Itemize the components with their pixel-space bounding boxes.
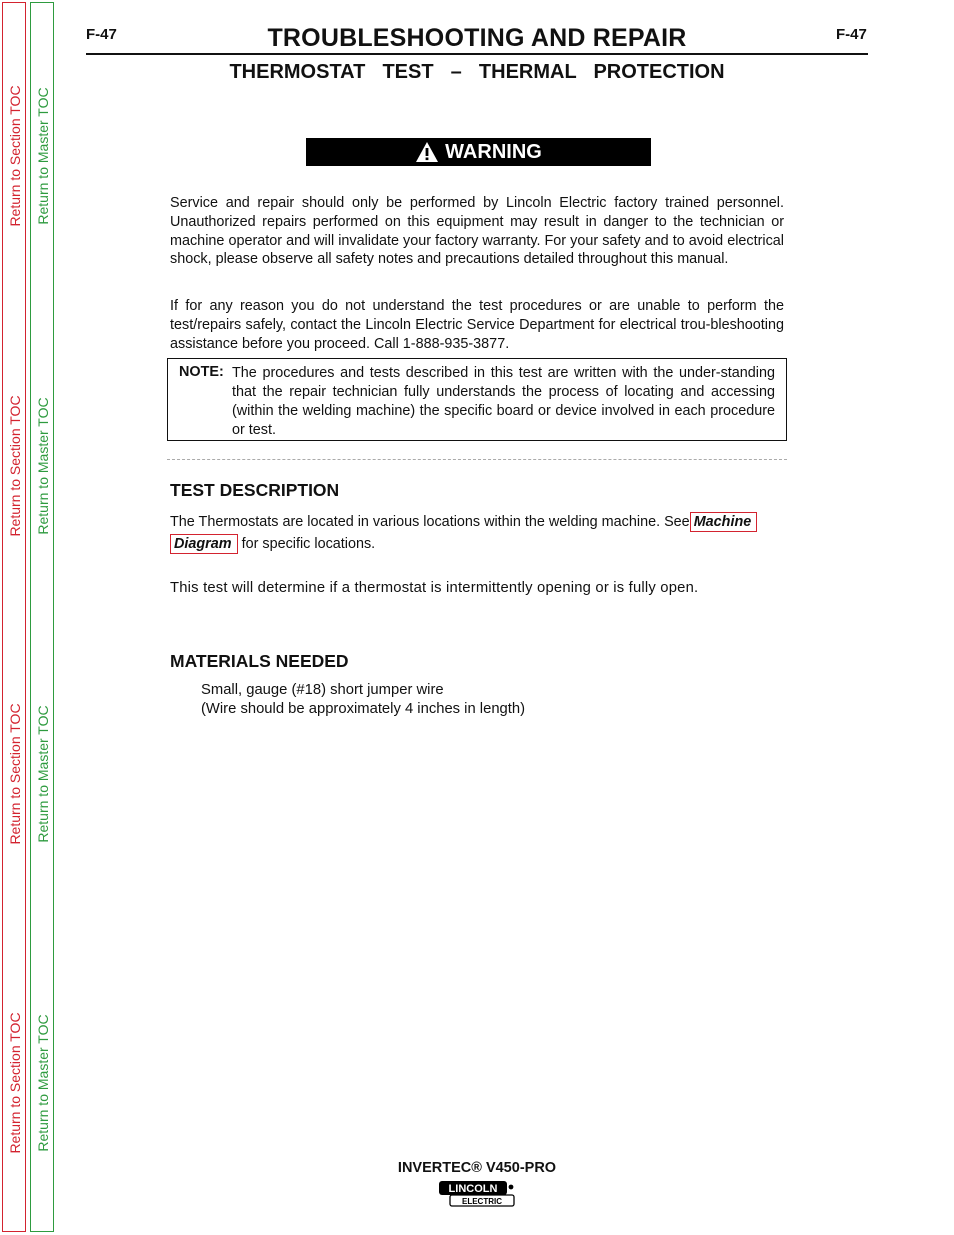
- toc-link-label: Return to Section TOC: [7, 703, 23, 845]
- return-to-master-toc-link[interactable]: [31, 978, 55, 1188]
- warning-triangle-icon: [415, 141, 439, 163]
- return-to-section-toc-link[interactable]: [3, 978, 27, 1188]
- return-to-section-toc-link[interactable]: [3, 51, 27, 261]
- note-label: NOTE:: [179, 364, 224, 380]
- page-number-left: F-47: [86, 26, 117, 43]
- warning-banner: [306, 138, 651, 166]
- header-rule: [86, 53, 868, 55]
- toc-link-label: Return to Section TOC: [7, 85, 23, 227]
- warning-label: WARNING: [445, 140, 542, 163]
- materials-item: Small, gauge (#18) short jumper wire: [201, 682, 444, 698]
- warning-paragraph: Service and repair should only be performed by Lincoln Electric factory trained personnel. Unauthorized repairs performed on this equipment may result in danger to the technician or machine operator and will invalidate your factory warranty. For your safety and to avoid electrical shock, please observe all safety notes and precautions detailed throughout this manual.: [170, 195, 784, 268]
- svg-text:LINCOLN: LINCOLN: [448, 1183, 498, 1195]
- lincoln-electric-logo: [438, 1180, 518, 1208]
- note-text: The procedures and tests described in this test are written with the under-standing that the repair technician fully understands the process of locating and accessing (within the welding machine) the specific board or device involved in each procedure or test.: [232, 365, 775, 438]
- test-description-heading: TEST DESCRIPTION: [170, 480, 340, 500]
- footer-model-name: INVERTEC® V450-PRO: [397, 1160, 557, 1176]
- return-to-master-toc-link[interactable]: [31, 361, 55, 571]
- test-description-text: for specific locations.: [237, 536, 376, 552]
- toc-link-label: Return to Section TOC: [7, 1012, 23, 1154]
- return-to-master-toc-link[interactable]: [31, 669, 55, 879]
- toc-link-label: Return to Master TOC: [35, 1014, 51, 1152]
- svg-text:ELECTRIC: ELECTRIC: [462, 1197, 502, 1206]
- page-number-right: F-47: [836, 26, 867, 43]
- section-toc-bar: [2, 2, 26, 1232]
- machine-diagram-link[interactable]: Diagram: [170, 534, 238, 554]
- machine-diagram-link[interactable]: Machine: [690, 512, 758, 532]
- test-description-text: This test will determine if a thermostat is intermittently opening or is fully open.: [170, 580, 699, 596]
- toc-link-label: Return to Master TOC: [35, 87, 51, 225]
- return-to-section-toc-link[interactable]: [3, 669, 27, 879]
- materials-needed-heading: MATERIALS NEEDED: [170, 651, 349, 671]
- test-description-line: [170, 536, 375, 552]
- test-description-text: The Thermostats are located in various locations within the welding machine. See: [170, 514, 690, 530]
- materials-item-note: (Wire should be approximately 4 inches in length): [201, 701, 526, 717]
- page-subtitle: THERMOSTAT TEST – THERMAL PROTECTION: [229, 61, 725, 83]
- section-divider: [167, 459, 787, 460]
- toc-link-label: Return to Master TOC: [35, 397, 51, 535]
- master-toc-bar: [30, 2, 54, 1232]
- page-title: TROUBLESHOOTING AND REPAIR: [267, 24, 687, 52]
- toc-link-label: Return to Master TOC: [35, 705, 51, 843]
- test-description-line: [170, 514, 757, 530]
- toc-link-label: Return to Section TOC: [7, 395, 23, 537]
- warning-paragraph: If for any reason you do not understand the test procedures or are unable to perform the test/repairs safely, contact the Lincoln Electric Service Department for electrical trou-bleshooting assistance before you proceed. Call 1-888-935-3877.: [170, 298, 784, 352]
- note-box: [167, 358, 787, 441]
- return-to-section-toc-link[interactable]: [3, 361, 27, 571]
- return-to-master-toc-link[interactable]: [31, 51, 55, 261]
